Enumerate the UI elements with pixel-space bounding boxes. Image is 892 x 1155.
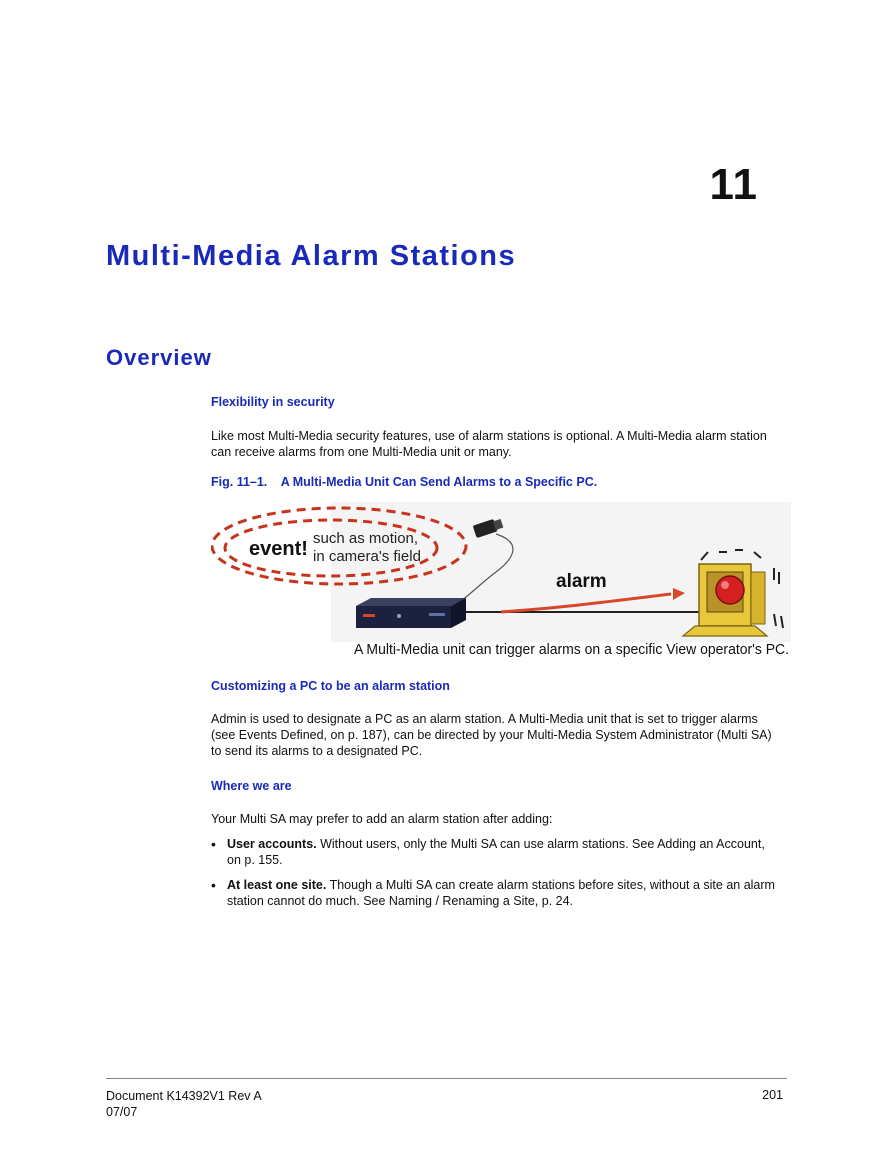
list-item bbox=[211, 836, 781, 868]
list-item-bold: At least one site. bbox=[227, 878, 327, 892]
footer-date: 07/07 bbox=[106, 1105, 138, 1119]
figure-bottom-caption: A Multi-Media unit can trigger alarms on a specific View operator's PC. bbox=[354, 641, 789, 658]
alarm-label: alarm bbox=[556, 571, 607, 592]
list-item-bold: User accounts. bbox=[227, 837, 317, 851]
paragraph-flexibility: Like most Multi-Media security features, use of alarm stations is optional. A Multi-Media alarm station can receive alarms from one Multi-Media unit or many. bbox=[211, 429, 767, 459]
event-label: event! bbox=[249, 538, 308, 560]
list-item-text: Though a Multi SA can create alarm stations before sites, without a site an alarm station cannot do much. See Naming / Renaming a Site, p. 24. bbox=[227, 878, 775, 908]
page-number: 201 bbox=[762, 1088, 783, 1102]
alarm-figure bbox=[211, 502, 791, 660]
multimedia-unit-icon bbox=[356, 598, 466, 628]
alarm-figure-illustration bbox=[211, 502, 791, 660]
event-note-line1: such as motion, bbox=[313, 530, 419, 547]
footer-document-id: Document K14392V1 Rev A bbox=[106, 1089, 262, 1103]
subhead-customizing: Customizing a PC to be an alarm station bbox=[211, 679, 450, 693]
footer-document-info bbox=[106, 1088, 262, 1120]
prerequisite-list bbox=[211, 836, 781, 918]
paragraph-customizing: Admin is used to designate a PC as an alarm station. A Multi-Media unit that is set to trigger alarms (see Events Defined, on p. 187), can be directed by your Multi-Media System Administrator (Multi SA) to send its alarms to a designated PC. bbox=[211, 712, 772, 758]
section-title: Overview bbox=[106, 345, 212, 370]
chapter-number: 11 bbox=[709, 160, 758, 209]
list-item bbox=[211, 877, 781, 909]
subhead-flexibility: Flexibility in security bbox=[211, 395, 335, 409]
event-note-line2: in camera's field bbox=[313, 548, 421, 565]
paragraph-where-intro: Your Multi SA may prefer to add an alarm station after adding: bbox=[211, 812, 553, 826]
footer-divider bbox=[106, 1078, 787, 1079]
list-item-text: Without users, only the Multi SA can use alarm stations. See Adding an Account, on p. 155. bbox=[227, 837, 765, 867]
chapter-title: Multi-Media Alarm Stations bbox=[106, 240, 517, 272]
subhead-where: Where we are bbox=[211, 779, 292, 793]
figure-caption: Fig. 11–1. A Multi-Media Unit Can Send Alarms to a Specific PC. bbox=[211, 475, 598, 489]
